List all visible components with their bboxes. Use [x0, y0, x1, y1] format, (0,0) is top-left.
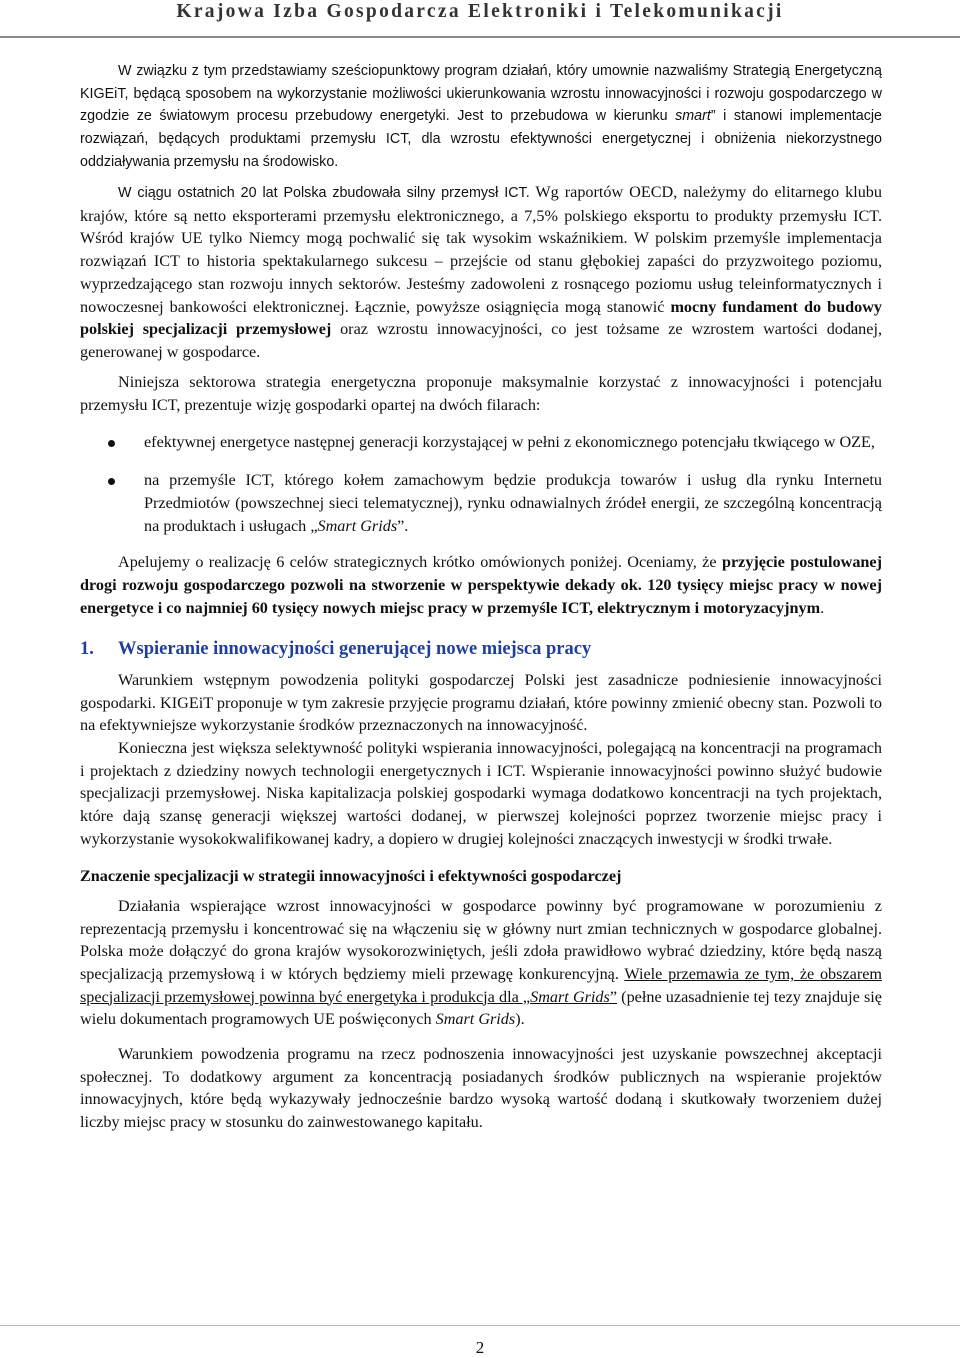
list-item-text: efektywnej energetyce następnej generacji korzystającej w pełni z ekonomicznego potencjału tkwiącego w OZE,: [144, 432, 875, 451]
paragraph-strategy: Niniejsza sektorowa strategia energetyczna proponuje maksymalnie korzystać z innowacyjności i potencjału przemysłu ICT, prezentuje wizję gospodarki opartej na dwóch filarach:: [80, 373, 882, 414]
section-title: Wspieranie innowacyjności generującej nowe miejsca pracy: [118, 639, 592, 660]
paragraph-specialization: [80, 895, 882, 1031]
text-span: Działania wspierające wzrost innowacyjności w gospodarce powinny być programowane w porozumieniu z reprezentacją przemysłu i koncentrować się na włączeniu się w główny nurt zmian technicznych w gospodarce globalnej. Polska może dołączyć do grona krajów wysokorozwiniętych, jeśli zdoła prawidłowo wybrać dziedziny, które będą naszą specjalizacją przemysłową i w których będziemy mieli przewagę konkurencyjną.: [80, 896, 882, 983]
text-span: Wiele przemawia ze tym, że obszarem specjalizacji przemysłowej powinna być energetyka i produkcja dla „: [80, 964, 882, 1006]
smart-grids-term: Smart Grids: [435, 1010, 516, 1029]
pillars-list: [80, 431, 882, 538]
text-span: W ciągu ostatnich 20 lat Polska zbudowała silny przemysł ICT.: [118, 185, 530, 202]
header-title: Krajowa Izba Gospodarcza Elektroniki i Telekomunikacji: [176, 1, 784, 22]
list-item: [80, 431, 882, 454]
document-body: [80, 60, 882, 1134]
page-number: 2: [475, 1338, 485, 1357]
text-span: (pełne uzasadnienie tej tezy znajduje się wielu dokumentach programowych UE poświęconych: [80, 987, 882, 1029]
subheading: Znaczenie specjalizacji w strategii innowacyjności i efektywności gospodarczej: [80, 866, 622, 885]
text-span: oraz wzrostu innowacyjności, co jest tożsame ze wzrostem wartości dodanej, generowanej w gospodarce.: [80, 320, 882, 361]
text-span: ” i stanowi implementacje rozwiązań, będących produktami przemysłu ICT, dla wzrostu efektywności energetycznej i obniżenia niekorzystnego oddziaływania przemysłu na środowisko.: [80, 108, 882, 170]
text-span: Wg raportów OECD, należymy do elitarnego klubu krajów, które są netto eksporterami przemysłu elektronicznego, a 7,5% polskiego eksportu to produkty przemysłu ICT. Wśród krajów UE tylko Niemcy mogą pochwalić się tak wysokim wskaźnikiem. W polskim przemyśle implementacja rozwiązań ICT to historia spektakularnego sukcesu – przejście od stanu głębokiej zapaści do przyzwoitego poziomu, wyprzedzającego stan rozwoju innych sektorów. Jesteśmy zadowoleni z rosnącego poziomu usług teleinformatycznych i nowoczesnej bankowości elektronicznej. Łącznie, powyższe osiągnięcia mogą stanowić: [80, 183, 882, 316]
text-span: ”: [609, 987, 618, 1006]
text-span: Apelujemy o realizację 6 celów strategicznych krótko omówionych poniżej. Oceniamy, że: [118, 553, 722, 572]
paragraph-selectivity: Konieczna jest większa selektywność polityki wspierania innowacyjności, polegającą na koncentracji na programach i projektach z dziedziny nowych technologii energetycznych i ICT. Wspieranie innowacyjności powinno służyć budowie specjalizacji przemysłowej. Niska kapitalizacja polskiej gospodarki wymaga dodatkowo koncentracji na tych projektach, które dają szansę generacji większej wartości dodanej, w pierwszej kolejności poprzez tworzenie miejsc pracy i wykorzystanie wysokokwalifikowanej kadry, a dopiero w drugiej kolejności znaczących inwestycji w środki trwałe.: [80, 739, 882, 848]
header-rule: [0, 36, 960, 38]
page-header: [0, 0, 960, 40]
list-item: [80, 469, 882, 537]
smart-term: smart: [675, 108, 711, 125]
bold-phrase: przyjęcie postulowanej drogi rozwoju gospodarczego pozwoli na stworzenie w perspektywie dekady ok. 120 tysięcy miejsc pracy w nowej energetyce i co najmniej 60 tysięcy nowych miejsc pracy w przemyśle ICT, elektrycznym i motoryzacyjnym: [80, 553, 882, 617]
paragraph-intro: [80, 60, 882, 174]
bullet-icon: [108, 478, 115, 485]
footer-rule: [0, 1325, 960, 1326]
text-span: .: [820, 598, 825, 617]
paragraph-appeal: [80, 551, 882, 619]
smart-grids-term: Smart Grids: [317, 516, 398, 535]
section-number: 1.: [80, 639, 94, 660]
text-span: W związku z tym przedstawiamy sześciopunktowy program działań, który umownie nazwaliśmy Strategią Energetyczną KIGEiT, będącą sposobem na wykorzystanie możliwości ukierunkowania wzrostu innowacyjności i rozwoju gospodarczego w zgodzie ze światowym procesu przebudowy energetyki. Jest to przebudowa w kierunku: [80, 63, 882, 125]
bullet-icon: [108, 440, 115, 447]
paragraph-innovation: Warunkiem wstępnym powodzenia polityki gospodarczej Polski jest zasadnicze podniesienie innowacyjności gospodarki. KIGEiT proponuje w tym zakresie przyjęcie programu działań, które powinny zmienić obecny stan. Pozwoli to na efektywniejsze wykorzystanie środków przeznaczonych na innowacyjność.: [80, 670, 882, 735]
smart-grids-term: Smart Grids: [530, 987, 610, 1006]
paragraph-acceptance: Warunkiem powodzenia programu na rzecz podnoszenia innowacyjności jest uzyskanie powszechnej akceptacji społecznej. To dodatkowy argument za koncentracją posiadanych środków publicznych na wspieranie projektów innowacyjnych, które będą wykazywały jednocześnie bardzo wysoką wartość dodaną i skutkowały tworzeniem dużej liczby miejsc pracy w stosunku do zainwestowanego kapitału.: [80, 1045, 882, 1132]
text-span: ”.: [397, 516, 409, 535]
text-span: ).: [515, 1010, 525, 1029]
paragraph-ict-industry: [80, 181, 882, 364]
bold-phrase: mocny fundament do budowy polskiej specjalizacji przemysłowej: [80, 297, 882, 339]
list-item-text: na przemyśle ICT, którego kołem zamachowym będzie produkcja towarów i usług dla rynku Internetu Przedmiotów (powszechnej sieci telematycznej), rynku odnawialnych źródeł energii, ze szczególną koncentracją na produktach i usługach „: [144, 471, 882, 535]
section-heading: [80, 637, 882, 661]
